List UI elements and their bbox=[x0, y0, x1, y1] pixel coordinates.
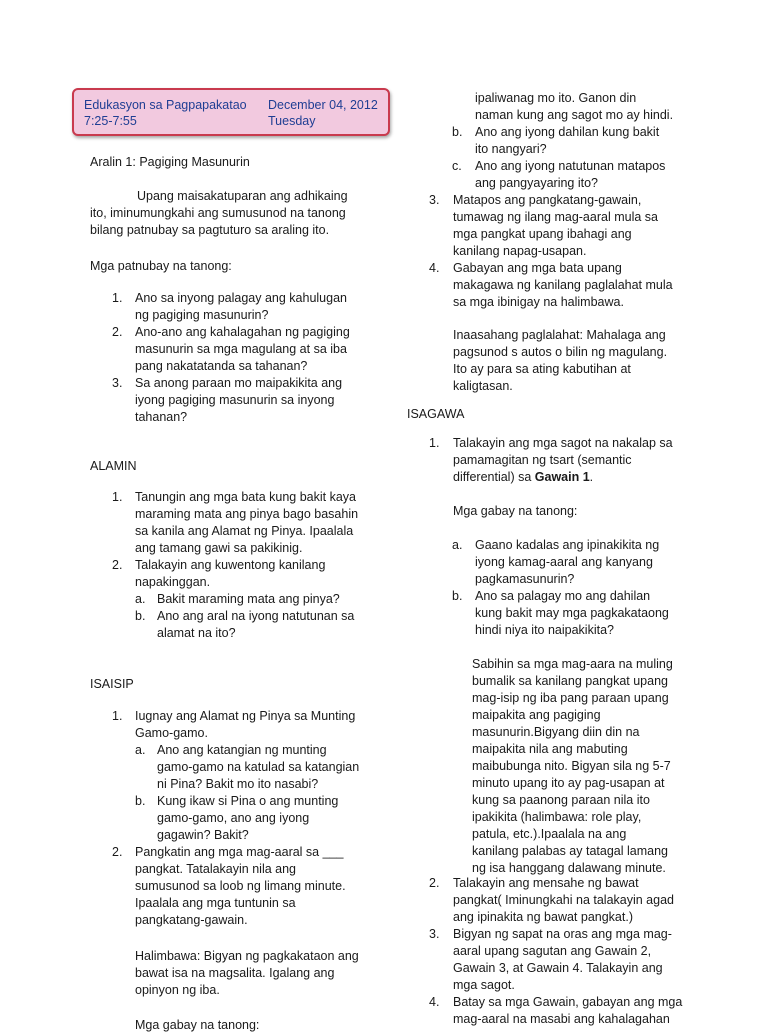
intro-line: ito, iminumungkahi ang sumusunod na tanong bbox=[90, 206, 346, 220]
header-left bbox=[84, 97, 247, 129]
list-item: 1. Tanungin ang mga bata kung bakit kaya maraming mata ang pinya bago basahin sa kanila ang Alamat ng Pinya. Ipaalala ang tamang gawi sa pakikinig. bbox=[112, 490, 359, 555]
isagawa-heading: ISAGAWA bbox=[407, 407, 465, 421]
intro-line: bilang patnubay sa pagtuturo sa araling ito. bbox=[90, 223, 330, 237]
list-item: 2. Ano-ano ang kahalagahan ng pagiging masunurin sa mga magulang at sa iba pang nakatatanda sa tahanan? bbox=[112, 325, 350, 373]
isaisip-heading: ISAISIP bbox=[90, 677, 134, 691]
header-box bbox=[72, 88, 390, 136]
list-item: 3. Matapos ang pangkatang-gawain, tumawag ng ilang mag-aaral mula sa mga pangkat upang ibahagi ang kanilang napag-usapan. bbox=[429, 193, 658, 258]
list-item: 1. Talakayin ang mga sagot na nakalap sa pamamagitan ng tsart (semantic differential) sa Gawain 1. bbox=[429, 436, 673, 484]
alamin-heading: ALAMIN bbox=[90, 459, 137, 473]
alamin-list bbox=[90, 489, 380, 642]
sub-list-item: c. Ano ang iyong natutunan matapos ang pangyayaring ito? bbox=[452, 159, 666, 190]
subject: Edukasyon sa Pagpapakatao bbox=[84, 98, 247, 112]
day: Tuesday bbox=[268, 114, 316, 128]
intro-line: Upang maisakatuparan ang adhikaing bbox=[137, 189, 348, 203]
isaisip-list bbox=[90, 708, 380, 929]
sub-list-item: b. Kung ikaw si Pina o ang munting gamo-gamo, ano ang iyong gagawin? Bakit? bbox=[135, 794, 339, 842]
guide-heading: Mga patnubay na tanong: bbox=[90, 259, 232, 273]
sabihin-paragraph: Sabihin sa mga mag-aara na muling bumalik sa kanilang pangkat upang mag-isip ng iba pang paraan upang maipakita ang pagiging masunurin.Bigyang diin din na maipakita nila ang mabuting maibubunga nito. Bigyan sila ng 5-7 minuto upang ito ay pag-usapan at kung sa paanong paraan nila ito ipakikita (halimbawa: role play, patula, etc.).Ipaalala na ang kanilang palabas ay tatagal lamang ng isa hanggang dalawang minute. bbox=[472, 657, 673, 875]
sub-list-item: a. Gaano kadalas ang ipinakikita ng iyong kamag-aaral ang kanyang pagkamasunurin? bbox=[452, 538, 660, 586]
isagawa-list bbox=[407, 435, 697, 486]
list-item: 3. Sa anong paraan mo maipakikita ang iyong pagiging masunurin sa inyong tahanan? bbox=[112, 376, 343, 424]
gawain-1-bold: Gawain 1 bbox=[534, 470, 590, 484]
sub-list-item: a. Bakit maraming mata ang pinya? bbox=[135, 592, 340, 606]
sub-list-item: b. Ano ang aral na iyong natutunan sa alamat na ito? bbox=[135, 609, 355, 640]
intro-paragraph bbox=[90, 188, 380, 239]
list-item: 1. Ano sa inyong palagay ang kahulugan ng pagiging masunurin? bbox=[112, 291, 347, 322]
list-item: 2. Pangkatin ang mga mag-aaral sa ___ pangkat. Tatalakayin nila ang sumusunod sa loob ng limang minute. Ipaalala ang mga tuntunin sa pangkatang-gawain. bbox=[112, 845, 346, 927]
sub-list-item: b. Ano ang iyong dahilan kung bakit ito nangyari? bbox=[452, 125, 660, 156]
continued-paragraph: ipaliwanag mo ito. Ganon din naman kung ang sagot mo ay hindi. bbox=[475, 91, 674, 122]
gabay-list bbox=[407, 537, 697, 639]
list-item: 2. Talakayin ang kuwentong kanilang napakinggan. bbox=[112, 558, 326, 589]
list-item: 3. Bigyan ng sapat na oras ang mga mag- aaral upang sagutan ang Gawain 2, Gawain 3, at Gawain 4. Talakayin ang mga sagot. bbox=[429, 927, 672, 992]
list-item: 4. Batay sa mga Gawain, gabayan ang mga mag-aaral na masabi ang kahalagahan bbox=[429, 995, 683, 1026]
sub-list-item: b. Ano sa palagay mo ang dahilan kung bakit may mga pagkakataong hindi niya ito naipakikita? bbox=[452, 589, 669, 637]
date: December 04, 2012 bbox=[268, 98, 378, 112]
list-item: 1. Iugnay ang Alamat ng Pinya sa Munting Gamo-gamo. bbox=[112, 709, 356, 740]
list-item: 2. Talakayin ang mensahe ng bawat pangkat( Iminungkahi na talakayin agad ang ipinakita ng bawat pangkat.) bbox=[429, 876, 674, 924]
list-item: 4. Gabayan ang mga bata upang makagawa ng kanilang paglalahat mula sa mga ibinigay na halimbawa. bbox=[429, 261, 673, 309]
time: 7:25-7:55 bbox=[84, 114, 137, 128]
paglalahat-paragraph: Inaasahang paglalahat: Mahalaga ang pagsunod s autos o bilin ng magulang. Ito ay para sa ating kabutihan at kaligtasan. bbox=[453, 328, 668, 393]
gabay-heading: Mga gabay na tanong: bbox=[453, 504, 578, 518]
gabay-heading-partial: Mga gabay na tanong: bbox=[135, 1018, 260, 1032]
header-right bbox=[268, 97, 378, 129]
right-top-list bbox=[407, 124, 697, 311]
sub-list-item: a. Ano ang katangian ng munting gamo-gamo na katulad sa katangian ni Pina? Bakit mo ito nasabi? bbox=[135, 743, 360, 791]
right-bottom-list bbox=[407, 875, 697, 1028]
lesson-title: Aralin 1: Pagiging Masunurin bbox=[90, 155, 250, 169]
guide-list bbox=[90, 290, 380, 426]
halimbawa-paragraph: Halimbawa: Bigyan ng pagkakataon ang bawat isa na magsalita. Igalang ang opinyon ng iba. bbox=[135, 949, 359, 997]
